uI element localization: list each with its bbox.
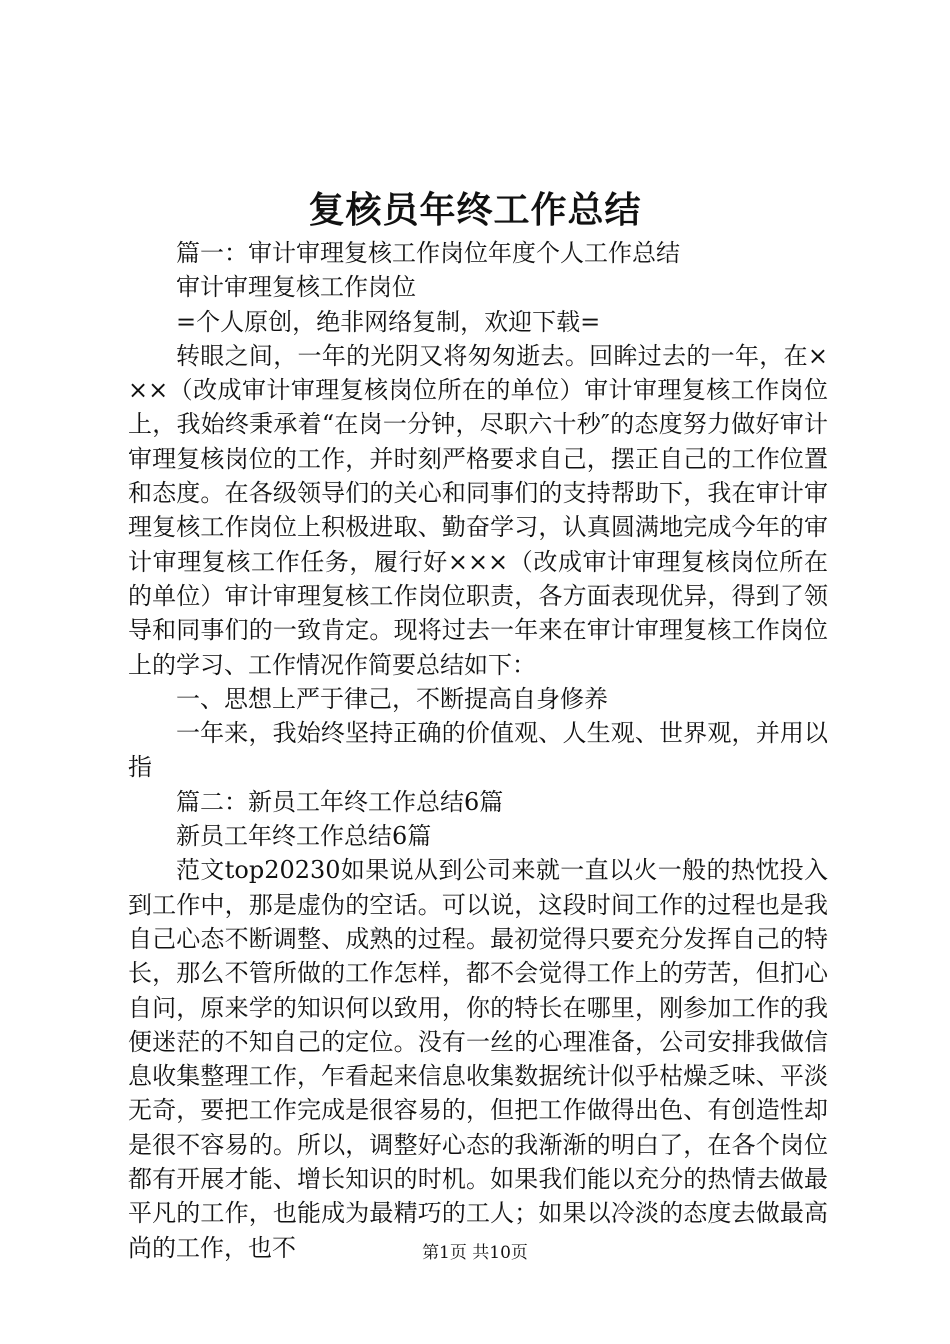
page-number: 第1页 共10页 xyxy=(422,1243,528,1263)
document-body xyxy=(128,236,828,1265)
body-paragraph-1: 转眼之间，一年的光阴又将匆匆逝去。回眸过去的一年，在×××（改成审计审理复核岗位所在的单位）审计审理复核工作岗位上，我始终秉承着“在岗一分钟，尽职六十秒″的态度努力做好审计审理复核岗位的工作，并时刻严格要求自己，摆正自己的工作位置和态度。在各级领导们的关心和同事们的支持帮助下，我在审计审理复核工作岗位上积极进取、勤奋学习，认真圆满地完成今年的审计审理复核工作任务，履行好×××（改成审计审理复核岗位所在的单位）审计审理复核工作岗位职责，各方面表现优异，得到了领导和同事们的一致肯定。现将过去一年来在审计审理复核工作岗位上的学习、工作情况作简要总结如下： xyxy=(128,341,828,679)
page-title: 复核员年终工作总结 xyxy=(308,189,642,231)
body-paragraph-3: 范文top20230如果说从到公司来就一直以火一般的热忱投入到工作中，那是虚伪的空话。可以说，这段时间工作的过程也是我自己心态不断调整、成熟的过程。最初觉得只要充分发挥自己的特长，那么不管所做的工作怎样，都不会觉得工作上的劳苦，但扪心自问，原来学的知识何以致用，你的特长在哪里，刚参加工作的我便迷茫的不知自己的定位。没有一丝的心理准备，公司安排我做信息收集整理工作，乍看起来信息收集数据统计似乎枯燥乏味、平淡无奇，要把工作完成是很容易的，但把工作做得出色、有创造性却是很不容易的。所以，调整好心态的我渐渐的明白了，在各个岗位都有开展才能、增长知识的时机。如果我们能以充分的热情去做最平凡的工作，也能成为最精巧的工人；如果以冷淡的态度去做最高尚的工作，也不 xyxy=(128,856,828,1262)
section-heading-2: 篇二：新员工年终工作总结6篇 xyxy=(176,787,504,816)
subtitle-2: 新员工年终工作总结6篇 xyxy=(176,822,432,851)
subsection-heading-1: 一、思想上严于律己，不断提高自身修养 xyxy=(176,684,608,713)
section-heading-1: 篇一：审计审理复核工作岗位年度个人工作总结 xyxy=(176,239,680,267)
original-notice: =个人原创，绝非网络复制，欢迎下载= xyxy=(176,307,601,336)
body-paragraph-2: 一年来，我始终坚持正确的价值观、人生观、世界观，并用以指 xyxy=(128,719,828,782)
subtitle-1: 审计审理复核工作岗位 xyxy=(176,273,416,302)
